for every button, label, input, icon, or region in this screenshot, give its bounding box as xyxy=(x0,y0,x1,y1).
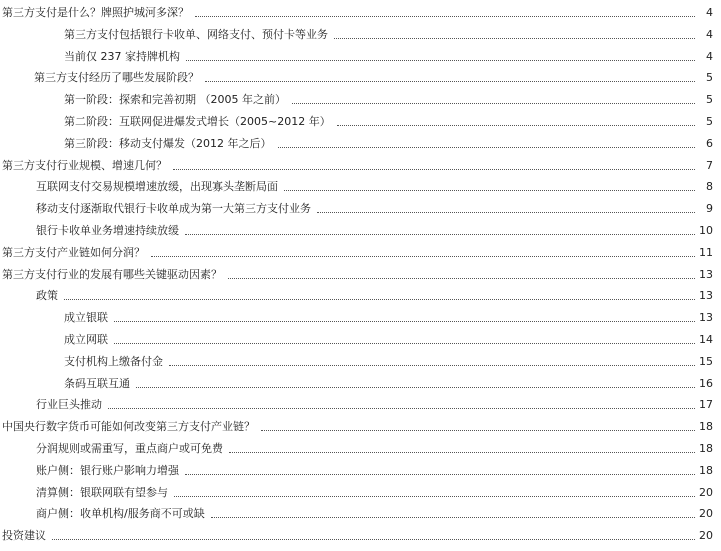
toc-entry[interactable] xyxy=(0,289,721,311)
toc-entry-title: 第三方支付行业的发展有哪些关键驱动因素？ xyxy=(2,267,222,281)
dot-leader xyxy=(114,333,695,344)
dot-leader xyxy=(337,115,695,126)
toc-entry[interactable] xyxy=(0,28,721,50)
dot-leader xyxy=(334,28,695,39)
toc-entry-title: 行业巨头推动 xyxy=(36,398,102,412)
toc-entry[interactable] xyxy=(0,268,721,290)
dot-leader xyxy=(292,93,695,104)
toc-entry-title: 第三方支付是什么？牌照护城河多深？ xyxy=(2,6,189,19)
toc-entry[interactable] xyxy=(0,93,721,115)
toc-entry[interactable] xyxy=(0,442,721,464)
toc-entry-page: 15 xyxy=(699,354,713,368)
toc-entry[interactable] xyxy=(0,355,721,377)
toc-entry[interactable] xyxy=(0,311,721,333)
toc-entry-page: 4 xyxy=(706,27,713,41)
toc-entry-title: 条码互联互通 xyxy=(64,376,130,390)
dot-leader xyxy=(108,398,695,409)
toc-entry[interactable] xyxy=(0,529,721,551)
toc-entry-page: 16 xyxy=(699,376,713,390)
dot-leader xyxy=(114,311,695,322)
toc-entry-title: 第三方支付行业规模、增速几何？ xyxy=(2,158,167,172)
dot-leader xyxy=(173,159,695,170)
dot-leader xyxy=(186,50,695,61)
toc-entry-title: 第三方支付包括银行卡收单、网络支付、预付卡等业务 xyxy=(64,27,328,41)
toc-entry[interactable] xyxy=(0,180,721,202)
dot-leader xyxy=(229,442,695,453)
toc-entry-title: 中国央行数字货币可能如何改变第三方支付产业链？ xyxy=(2,420,255,434)
toc-entry-title: 成立网联 xyxy=(64,332,108,346)
toc-entry-page: 17 xyxy=(699,398,713,412)
toc-entry-page: 13 xyxy=(699,311,713,325)
toc-entry-title: 分润规则或需重写，重点商户或可免费 xyxy=(36,441,223,455)
toc-entry-title: 第二阶段：互联网促进爆发式增长（2005~2012 年） xyxy=(64,114,331,128)
toc-entry[interactable] xyxy=(0,6,721,28)
dot-leader xyxy=(284,180,695,191)
toc-entry-page: 4 xyxy=(706,6,713,19)
toc-entry-title: 第一阶段：探索和完善初期 （2005 年之前） xyxy=(64,93,286,107)
toc-entry[interactable] xyxy=(0,507,721,529)
toc-entry-page: 20 xyxy=(699,507,713,521)
toc-entry-page: 6 xyxy=(706,136,713,150)
toc-entry-page: 8 xyxy=(706,180,713,194)
toc-entry[interactable] xyxy=(0,159,721,181)
dot-leader xyxy=(211,507,695,518)
toc-entry-page: 5 xyxy=(706,71,713,85)
toc-entry-page: 18 xyxy=(699,463,713,477)
toc-entry[interactable] xyxy=(0,333,721,355)
toc-entry[interactable] xyxy=(0,246,721,268)
toc-entry-title: 银行卡收单业务增速持续放缓 xyxy=(36,223,179,237)
toc-entry-page: 5 xyxy=(706,114,713,128)
toc-entry-page: 4 xyxy=(706,49,713,63)
toc-entry[interactable] xyxy=(0,224,721,246)
toc-entry-title: 投资建议 xyxy=(2,529,46,543)
toc-entry-title: 支付机构上缴备付金 xyxy=(64,354,163,368)
toc-entry[interactable] xyxy=(0,464,721,486)
toc-entry-page: 5 xyxy=(706,93,713,107)
toc-entry-title: 当前仅 237 家持牌机构 xyxy=(64,49,180,63)
dot-leader xyxy=(136,377,695,388)
table-of-contents xyxy=(0,6,721,551)
toc-entry-title: 商户侧：收单机构/服务商不可或缺 xyxy=(36,507,205,521)
toc-entry-page: 13 xyxy=(699,289,713,303)
toc-entry-title: 账户侧：银行账户影响力增强 xyxy=(36,463,179,477)
toc-entry[interactable] xyxy=(0,398,721,420)
toc-entry-page: 14 xyxy=(699,332,713,346)
toc-entry-title: 政策 xyxy=(36,289,58,303)
toc-entry[interactable] xyxy=(0,50,721,72)
dot-leader xyxy=(195,6,695,17)
toc-entry[interactable] xyxy=(0,137,721,159)
toc-entry[interactable] xyxy=(0,115,721,137)
toc-entry-page: 20 xyxy=(699,529,713,543)
dot-leader xyxy=(278,137,696,148)
toc-entry[interactable] xyxy=(0,377,721,399)
dot-leader xyxy=(169,355,695,366)
dot-leader xyxy=(317,202,695,213)
toc-entry-title: 第三方支付产业链如何分润？ xyxy=(2,245,145,259)
toc-entry-title: 成立银联 xyxy=(64,311,108,325)
toc-entry-title: 移动支付逐渐取代银行卡收单成为第一大第三方支付业务 xyxy=(36,202,311,216)
toc-entry-page: 7 xyxy=(706,158,713,172)
toc-entry-page: 13 xyxy=(699,267,713,281)
toc-entry-page: 18 xyxy=(699,441,713,455)
toc-entry[interactable] xyxy=(0,486,721,508)
dot-leader xyxy=(228,268,695,279)
dot-leader xyxy=(64,289,695,300)
dot-leader xyxy=(261,420,695,431)
dot-leader xyxy=(185,464,695,475)
toc-entry-title: 第三阶段：移动支付爆发（2012 年之后） xyxy=(64,136,272,150)
toc-entry-page: 20 xyxy=(699,485,713,499)
dot-leader xyxy=(205,71,695,82)
toc-entry-title: 清算侧：银联网联有望参与 xyxy=(36,485,168,499)
toc-entry[interactable] xyxy=(0,420,721,442)
toc-entry-title: 互联网支付交易规模增速放缓，出现寡头垄断局面 xyxy=(36,180,278,194)
toc-entry[interactable] xyxy=(0,71,721,93)
dot-leader xyxy=(185,224,695,235)
toc-entry-page: 18 xyxy=(699,420,713,434)
toc-entry-page: 10 xyxy=(699,223,713,237)
toc-entry[interactable] xyxy=(0,202,721,224)
dot-leader xyxy=(174,486,695,497)
toc-entry-page: 9 xyxy=(706,202,713,216)
toc-entry-title: 第三方支付经历了哪些发展阶段？ xyxy=(34,71,199,85)
dot-leader xyxy=(151,246,695,257)
toc-entry-page: 11 xyxy=(699,245,713,259)
dot-leader xyxy=(52,529,695,540)
